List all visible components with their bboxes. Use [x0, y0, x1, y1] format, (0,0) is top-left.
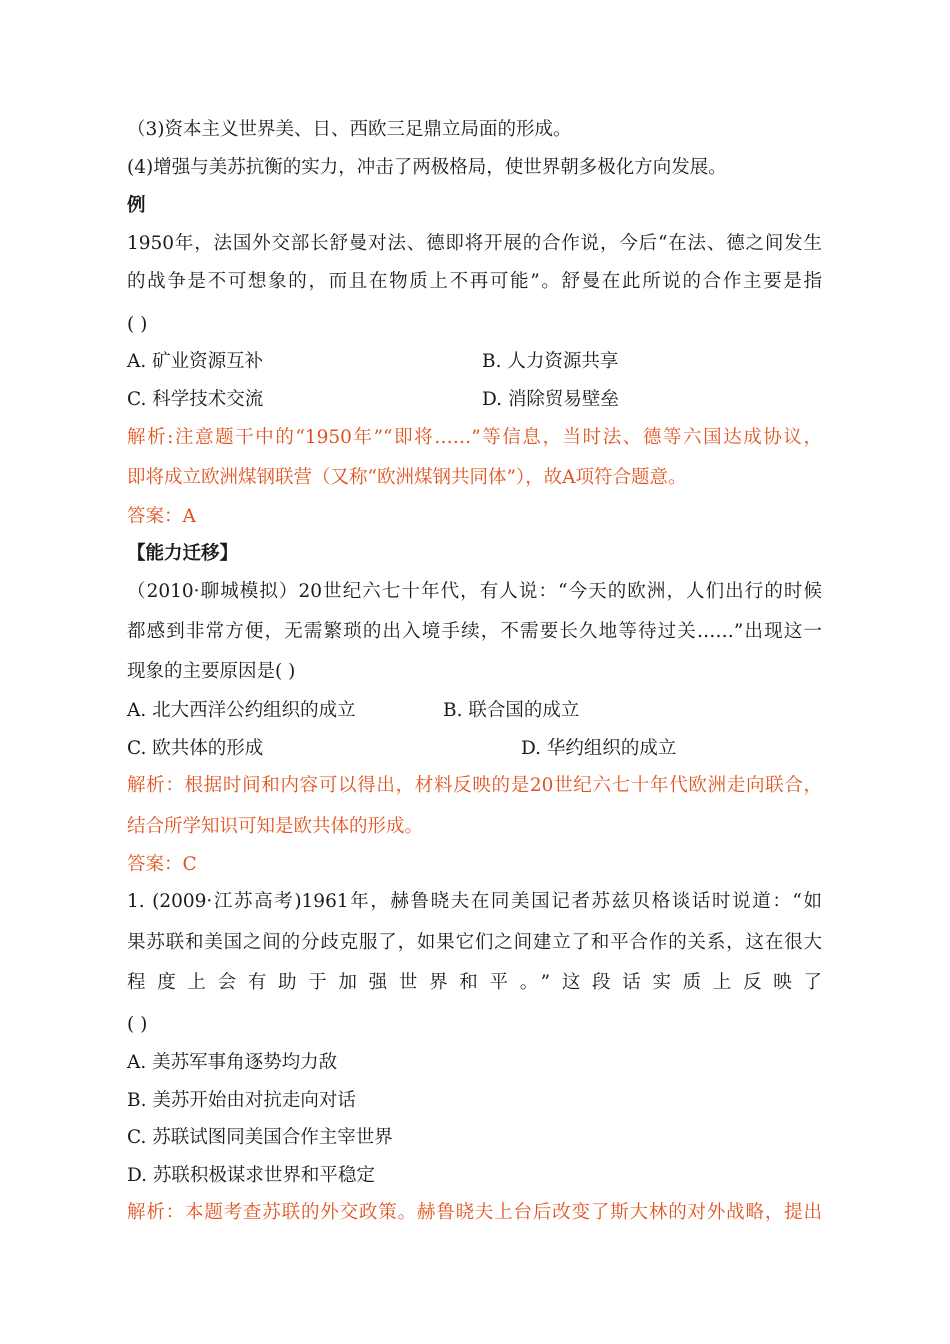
ability-option-a: A. 北大西洋公约组织的成立 [127, 700, 356, 721]
point-3: （3)资本主义世界美、日、西欧三足鼎立局面的形成。 [127, 119, 572, 140]
example-analysis-line-1: 解析:注意题干中的“1950年”“即将……”等信息，当时法、德等六国达成协议， [127, 427, 822, 448]
ability-answer: 答案：C [127, 854, 197, 875]
question1-stem-line-1: 1. (2009·江苏高考)1961年，赫鲁晓夫在同美国记者苏兹贝格谈话时说道：“如 [127, 891, 822, 912]
ability-heading: 【能力迁移】 [127, 543, 239, 564]
example-answer: 答案：A [127, 506, 196, 527]
example-stem-line-2: 的战争是不可想象的，而且在物质上不再可能”。舒曼在此所说的合作主要是指 [127, 271, 822, 292]
example-option-b: B. 人力资源共享 [482, 351, 619, 372]
example-option-a: A. 矿业资源互补 [127, 351, 264, 372]
point-4: (4)增强与美苏抗衡的实力，冲击了两极格局，使世界朝多极化方向发展。 [127, 157, 727, 178]
question1-analysis-line-1: 解析：本题考查苏联的外交政策。赫鲁晓夫上台后改变了斯大林的对外战略，提出 [127, 1202, 822, 1223]
ability-option-c: C. 欧共体的形成 [127, 738, 264, 759]
question1-option-c: C. 苏联试图同美国合作主宰世界 [127, 1127, 393, 1148]
ability-analysis-line-1: 解析：根据时间和内容可以得出，材料反映的是20世纪六七十年代欧洲走向联合， [127, 775, 822, 796]
question1-option-d: D. 苏联积极谋求世界和平稳定 [127, 1165, 375, 1186]
ability-stem-line-1: （2010·聊城模拟）20世纪六七十年代，有人说：“今天的欧洲，人们出行的时候 [127, 581, 822, 602]
ability-stem-line-2: 都感到非常方便，无需繁琐的出入境手续，不需要长久地等待过关……”出现这一 [127, 621, 822, 642]
question1-stem-line-2: 果苏联和美国之间的分歧克服了，如果它们之间建立了和平合作的关系，这在很大 [127, 932, 822, 953]
question1-option-b: B. 美苏开始由对抗走向对话 [127, 1090, 356, 1111]
ability-option-b: B. 联合国的成立 [443, 700, 580, 721]
ability-analysis-line-2: 结合所学知识可知是欧共体的形成。 [127, 816, 424, 837]
example-heading: 例 [127, 195, 146, 216]
ability-option-d: D. 华约组织的成立 [521, 738, 677, 759]
ability-stem-line-3: 现象的主要原因是( ) [127, 661, 296, 682]
example-answer-blank: ( ) [127, 314, 148, 335]
question1-answer-blank: ( ) [127, 1014, 148, 1035]
example-analysis-line-2: 即将成立欧洲煤钢联营（又称“欧洲煤钢共同体”），故A项符合题意。 [127, 467, 687, 488]
question1-stem-line-3: 程度上会有助于加强世界和平。”这段话实质上反映了 [127, 972, 822, 993]
example-option-c: C. 科学技术交流 [127, 389, 264, 410]
question1-option-a: A. 美苏军事角逐势均力敌 [127, 1052, 338, 1073]
example-option-d: D. 消除贸易壁垒 [482, 389, 619, 410]
example-stem-line-1: 1950年，法国外交部长舒曼对法、德即将开展的合作说，今后“在法、德之间发生 [127, 233, 822, 254]
